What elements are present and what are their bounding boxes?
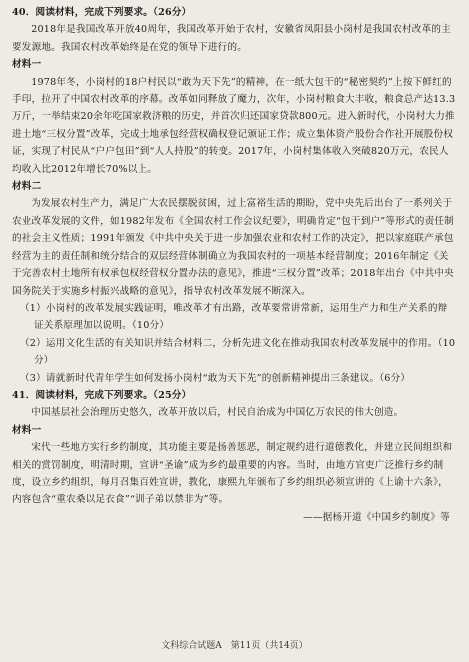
question-40-item-1: （1）小岗村的改革发展实践证明，唯改革才有出路，改革要常讲常新，运用生产力和生产关系的辩证关系原理加以说明。（10分） <box>20 302 448 332</box>
question-41-intro: 中国基层社会治理历史悠久，改革开放以后，村民自治成为中国亿万农民的伟大创造。 <box>31 407 404 419</box>
question-40-material2-text: 为发展农村生产力，满足广大农民摆脱贫困，过上富裕生活的期盼，党中央先后出台了一系列关于农业改革发展的文件，如1982年发布《全国农村工作会议纪要》，明确肯定“包干到户”等形式的责任制的社会主义性质；1991年颁发《中共中央关于进一步加强农业和农村工作的决定》，把以家庭联产承包经营为主的责任制和统分结合的双层经营体制确立为我国农村的一项基本经营制度；2016年制定《关于完善农村土地所有权承包权经营权分置办法的意见》，推进“三权分置”改革；2018年出台《中共中央 国务院关于实施乡村振兴战略的意见》，指导农村改革发展不断深入。 <box>12 198 454 297</box>
question-41-material1-text: 宋代一些地方实行乡约制度，其功能主要是扬善惩恶，制定规约进行道德教化，并建立民间组织和相关的赏罚制度，明清时期，宣讲“圣谕”成为乡约最重要的内容。当时，由地方官吏广泛推行乡约制度，设立乡约组织，每月召集百姓宣讲，教化，康熙九年颁布了乡约组织必须宣讲的《上谕十六条》，内容包含“重农桑以足衣食”“训子弟以禁非为”等。 <box>12 442 453 506</box>
question-41-material1-label: 材料一 <box>12 424 42 436</box>
question-40-header: 40．阅读材料，完成下列要求。（26分） <box>12 7 192 18</box>
page-footer: 文科综合试题A 第11页（共14页） <box>161 641 308 651</box>
exam-content <box>12 4 456 526</box>
question-41-source: ——据杨开道《中国乡约制度》等 <box>303 511 450 523</box>
question-40-material1-text: 1978年冬，小岗村的18户村民以“敢为天下先”的精神，在一纸大包干的“秘密契约”上按下鲜红的手印，拉开了中国农村改革的序幕。改革如同释放了魔力，次年，小岗村粮食大丰收，粮食总产达13.3万斤，一举结束20余年吃国家救济粮的历史，并首次归还国家贷款800元。进入新时代，小岗村大力推进土地“三权分置”改革，完成土地承包经营权确权登记颁证工作；成立集体资产股份合作社开展股份权证，实现了村民从“户户包田”到“人人持股”的转变。2017年，小岗村集体收入突破820万元，农民人均收入比2012年增长70%以上。 <box>12 76 456 175</box>
question-40-material2-label: 材料二 <box>12 181 42 193</box>
question-40-item-2: （2）运用文化生活的有关知识并结合材料二，分析先进文化在推动我国农村改革发展中的作用。（10分） <box>20 337 456 367</box>
question-40-item-3: （3）请就新时代青年学生如何发扬小岗村“敢为天下先”的创新精神提出三条建议。（6分） <box>20 372 411 384</box>
question-41-header: 41．阅读材料，完成下列要求。（25分） <box>12 389 192 401</box>
question-40-material1-label: 材料一 <box>12 59 42 71</box>
question-40-intro: 2018年是我国改革开放40周年，我国改革开始于农村，安徽省凤阳县小岗村是我国农村改革的主要发源地。我国农村改革始终是在党的领导下进行的。 <box>12 24 451 53</box>
